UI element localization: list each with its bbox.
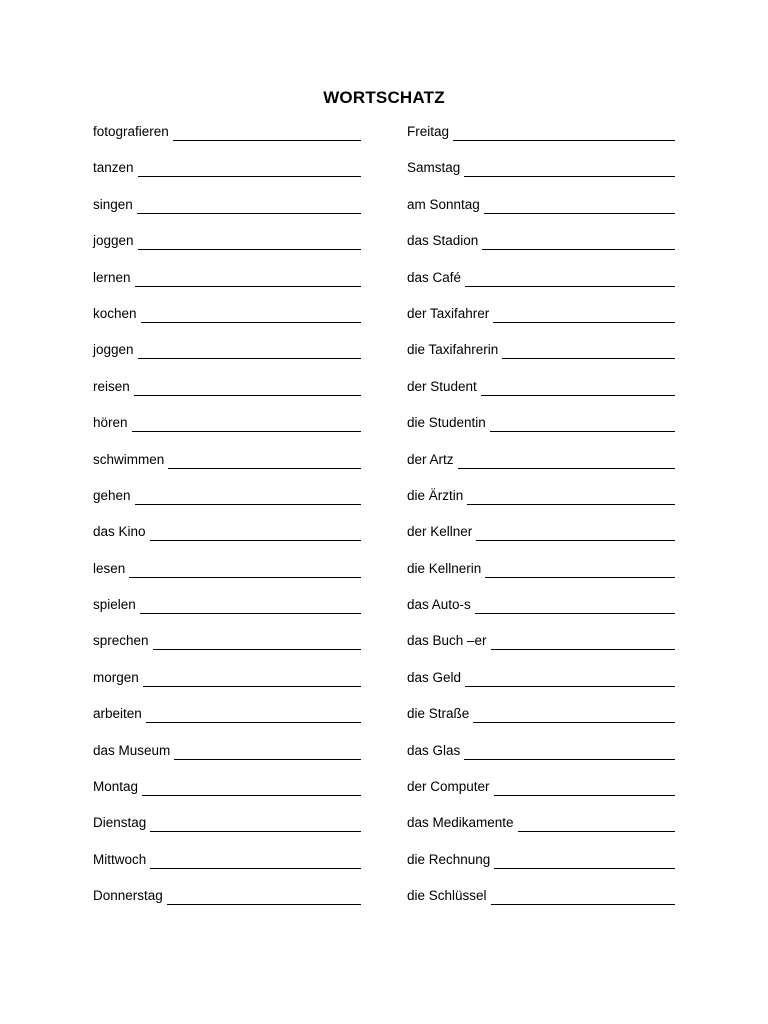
answer-blank-right[interactable] xyxy=(453,123,675,141)
vocabulary-row xyxy=(93,304,361,340)
answer-blank-right[interactable] xyxy=(491,887,675,905)
answer-blank-left[interactable] xyxy=(173,123,361,141)
vocabulary-term: am Sonntag xyxy=(407,196,480,212)
vocabulary-term: das Stadion xyxy=(407,233,479,249)
vocabulary-term: der Kellner xyxy=(407,524,473,540)
answer-blank-right[interactable] xyxy=(473,705,675,723)
vocabulary-term: die Schlüssel xyxy=(407,888,487,904)
answer-blank-right[interactable] xyxy=(494,778,675,796)
answer-blank-right[interactable] xyxy=(485,560,675,578)
vocabulary-term: die Straße xyxy=(407,706,470,722)
answer-blank-left[interactable] xyxy=(150,851,361,869)
vocabulary-row xyxy=(407,304,675,340)
vocabulary-row xyxy=(93,340,361,376)
vocabulary-row xyxy=(93,559,361,595)
vocabulary-term: das Auto-s xyxy=(407,597,471,613)
vocabulary-row xyxy=(407,377,675,413)
answer-blank-right[interactable] xyxy=(481,378,675,396)
answer-blank-left[interactable] xyxy=(167,887,361,905)
answer-blank-right[interactable] xyxy=(493,305,675,323)
answer-blank-right[interactable] xyxy=(490,414,675,432)
vocabulary-term: Freitag xyxy=(407,124,450,139)
vocabulary-term: die Ärztin xyxy=(407,487,464,503)
vocabulary-term: fotografieren xyxy=(93,124,169,139)
answer-blank-left[interactable] xyxy=(153,632,361,650)
vocabulary-term: singen xyxy=(93,196,133,212)
vocabulary-row xyxy=(93,231,361,267)
vocabulary-row xyxy=(407,231,675,267)
vocabulary-term: Samstag xyxy=(407,160,461,176)
answer-blank-right[interactable] xyxy=(464,742,675,760)
vocabulary-row xyxy=(407,268,675,304)
vocabulary-term: der Taxifahrer xyxy=(407,305,490,321)
answer-blank-left[interactable] xyxy=(150,814,361,832)
vocabulary-term: hören xyxy=(93,415,128,431)
answer-blank-left[interactable] xyxy=(140,596,361,614)
answer-blank-left[interactable] xyxy=(135,487,361,505)
vocabulary-row xyxy=(407,486,675,522)
vocabulary-term: das Glas xyxy=(407,742,461,758)
answer-blank-right[interactable] xyxy=(491,632,675,650)
vocabulary-term: schwimmen xyxy=(93,451,165,467)
vocabulary-row xyxy=(93,195,361,231)
vocabulary-row xyxy=(93,850,361,886)
vocabulary-row xyxy=(93,668,361,704)
vocabulary-row xyxy=(407,704,675,740)
vocabulary-term: joggen xyxy=(93,233,134,249)
vocabulary-term: arbeiten xyxy=(93,706,142,722)
vocabulary-row xyxy=(407,741,675,777)
vocabulary-term: das Kino xyxy=(93,524,146,540)
vocabulary-term: lernen xyxy=(93,269,131,285)
vocabulary-row xyxy=(93,522,361,558)
answer-blank-right[interactable] xyxy=(464,159,675,177)
vocabulary-term: die Taxifahrerin xyxy=(407,342,499,358)
vocabulary-term: kochen xyxy=(93,305,137,321)
answer-blank-right[interactable] xyxy=(518,814,675,832)
vocabulary-row xyxy=(93,158,361,194)
worksheet-title: WORTSCHATZ xyxy=(323,88,445,107)
vocabulary-term: die Rechnung xyxy=(407,851,491,867)
vocabulary-term: reisen xyxy=(93,378,130,394)
answer-blank-left[interactable] xyxy=(143,669,361,687)
answer-blank-right[interactable] xyxy=(484,196,675,214)
vocabulary-term: gehen xyxy=(93,487,131,503)
vocabulary-term: die Studentin xyxy=(407,415,486,431)
answer-blank-right[interactable] xyxy=(494,851,675,869)
vocabulary-row xyxy=(407,886,675,922)
answer-blank-right[interactable] xyxy=(465,269,675,287)
vocabulary-term: das Buch –er xyxy=(407,633,487,649)
vocabulary-term: Dienstag xyxy=(93,815,147,831)
vocabulary-row xyxy=(407,158,675,194)
vocabulary-row xyxy=(93,595,361,631)
vocabulary-row xyxy=(93,777,361,813)
answer-blank-left[interactable] xyxy=(134,378,361,396)
vocabulary-term: Mittwoch xyxy=(93,851,147,867)
answer-blank-right[interactable] xyxy=(482,232,675,250)
vocabulary-row xyxy=(93,486,361,522)
vocabulary-row xyxy=(407,413,675,449)
vocabulary-row xyxy=(93,413,361,449)
vocabulary-term: Donnerstag xyxy=(93,888,163,904)
answer-blank-left[interactable] xyxy=(150,523,361,541)
vocabulary-term: spielen xyxy=(93,597,136,613)
vocabulary-row xyxy=(407,559,675,595)
answer-blank-left[interactable] xyxy=(132,414,361,432)
vocabulary-row xyxy=(407,195,675,231)
vocabulary-term: der Student xyxy=(407,378,477,394)
vocabulary-row xyxy=(93,704,361,740)
vocabulary-row xyxy=(407,813,675,849)
vocabulary-row xyxy=(93,813,361,849)
vocabulary-row xyxy=(407,777,675,813)
vocabulary-row xyxy=(407,522,675,558)
vocabulary-term: das Museum xyxy=(93,742,171,758)
answer-blank-right[interactable] xyxy=(502,341,675,359)
vocabulary-row xyxy=(407,850,675,886)
answer-blank-left[interactable] xyxy=(138,232,361,250)
answer-blank-left[interactable] xyxy=(137,196,361,214)
answer-blank-left[interactable] xyxy=(135,269,361,287)
vocabulary-term: das Café xyxy=(407,269,462,285)
vocabulary-column-right xyxy=(407,122,675,923)
vocabulary-row xyxy=(407,595,675,631)
vocabulary-term: tanzen xyxy=(93,160,134,176)
vocabulary-row xyxy=(93,122,361,158)
vocabulary-row xyxy=(93,268,361,304)
vocabulary-row xyxy=(407,340,675,376)
vocabulary-term: der Computer xyxy=(407,779,490,795)
answer-blank-left[interactable] xyxy=(138,341,361,359)
vocabulary-row xyxy=(93,450,361,486)
vocabulary-row xyxy=(93,631,361,667)
answer-blank-left[interactable] xyxy=(142,778,361,796)
vocabulary-term: lesen xyxy=(93,560,126,576)
answer-blank-right[interactable] xyxy=(465,669,675,687)
vocabulary-row xyxy=(407,450,675,486)
vocabulary-row xyxy=(93,377,361,413)
answer-blank-right[interactable] xyxy=(475,596,675,614)
vocabulary-row xyxy=(93,886,361,922)
vocabulary-term: joggen xyxy=(93,342,134,358)
vocabulary-term: die Kellnerin xyxy=(407,560,482,576)
answer-blank-left[interactable] xyxy=(138,159,361,177)
vocabulary-term: das Geld xyxy=(407,669,462,685)
vocabulary-row xyxy=(93,741,361,777)
answer-blank-right[interactable] xyxy=(467,487,675,505)
answer-blank-left[interactable] xyxy=(141,305,361,323)
answer-blank-left[interactable] xyxy=(174,742,361,760)
vocabulary-term: der Artz xyxy=(407,451,454,467)
vocabulary-column-left xyxy=(93,122,361,923)
vocabulary-row xyxy=(407,122,675,158)
vocabulary-term: morgen xyxy=(93,669,139,685)
vocabulary-term: sprechen xyxy=(93,633,149,649)
answer-blank-right[interactable] xyxy=(458,451,675,469)
vocabulary-row xyxy=(407,668,675,704)
answer-blank-left[interactable] xyxy=(129,560,361,578)
vocabulary-term: das Medikamente xyxy=(407,815,514,831)
vocabulary-row xyxy=(407,631,675,667)
answer-blank-right[interactable] xyxy=(476,523,675,541)
answer-blank-left[interactable] xyxy=(146,705,361,723)
vocabulary-term: Montag xyxy=(93,779,139,795)
answer-blank-left[interactable] xyxy=(168,451,361,469)
